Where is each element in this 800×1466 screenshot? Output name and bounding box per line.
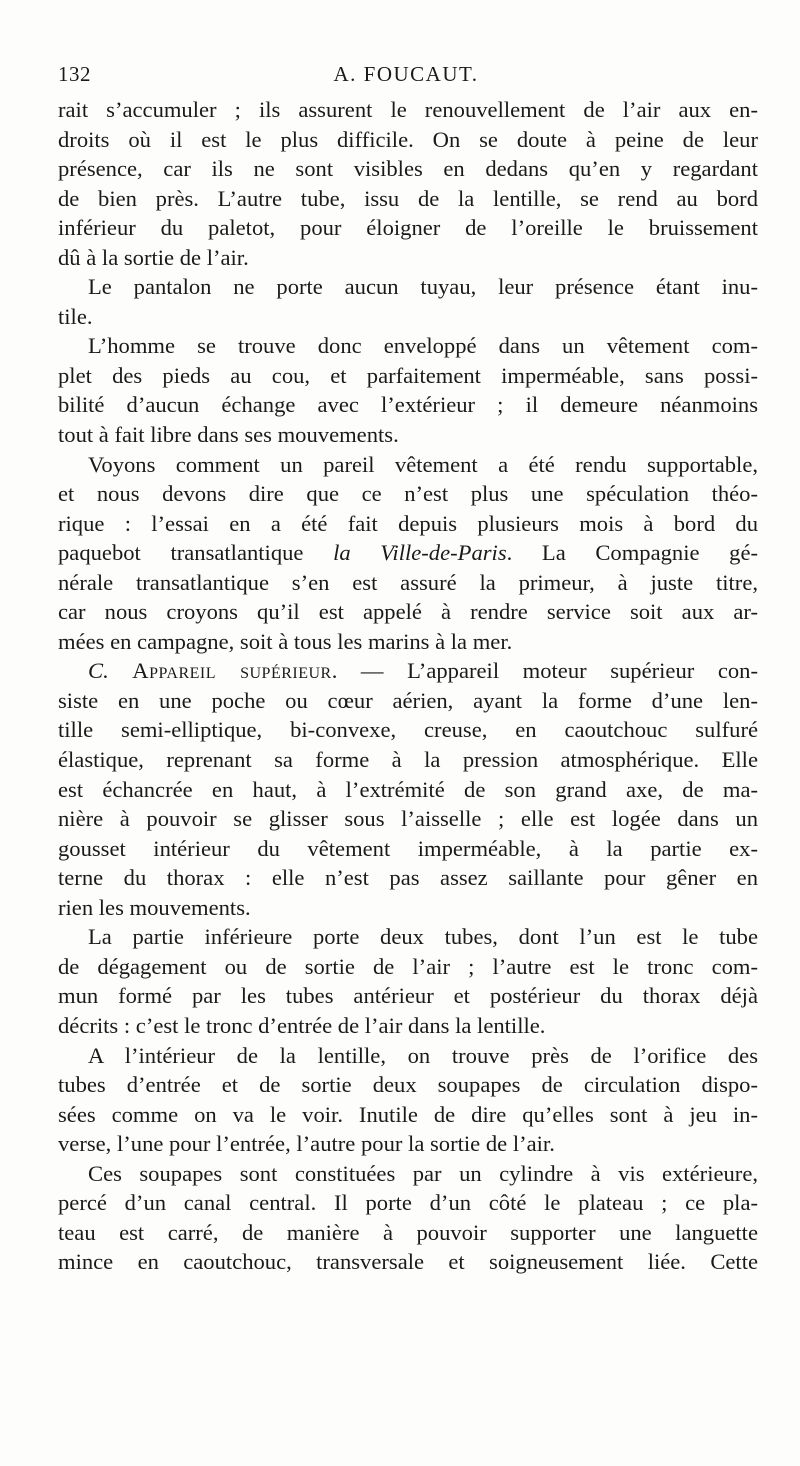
text-line: mince en caoutchouc, transversale et soigneusement liée. Cette <box>58 1249 758 1275</box>
text-line: tile. <box>58 303 93 329</box>
text-line: de bien près. L’autre tube, issu de la lentille, se rend au bord <box>58 185 758 211</box>
text-line: dû à la sortie de l’air. <box>58 244 249 270</box>
text-segment: paquebot transatlantique <box>58 540 334 566</box>
page-header <box>58 62 754 92</box>
text-line: car nous croyons qu’il est appelé à rendre service soit aux ar- <box>58 599 758 625</box>
text-line: rique : l’essai en a été fait depuis plusieurs mois à bord du <box>58 510 758 536</box>
section-letter: C. <box>88 658 133 684</box>
text-line: La partie inférieure porte deux tubes, dont l’un est le tube <box>88 924 758 950</box>
body-text <box>58 95 758 1277</box>
page-number: 132 <box>58 62 91 86</box>
ship-name: la Ville-de-Paris <box>333 540 507 566</box>
text-line: Ces soupapes sont constituées par un cylindre à vis extérieure, <box>88 1160 758 1186</box>
text-line: terne du thorax : elle n’est pas assez saillante pour gêner en <box>58 865 758 891</box>
text-line: Le pantalon ne porte aucun tuyau, leur présence étant inu- <box>88 274 758 300</box>
text-line: rien les mouvements. <box>58 894 251 920</box>
running-head: A. FOUCAUT. <box>333 62 479 86</box>
text-line: L’homme se trouve donc enveloppé dans un vêtement com- <box>88 333 758 359</box>
text-line-mixed <box>58 656 758 686</box>
text-line: inférieur du paletot, pour éloigner de l’oreille le bruissement <box>58 215 758 241</box>
text-segment: . — L’appareil moteur supérieur con- <box>331 658 758 684</box>
text-line: de dégagement ou de sortie de l’air ; l’autre est le tronc com- <box>58 953 758 979</box>
text-line: est échancrée en haut, à l’extrémité de son grand axe, de ma- <box>58 776 758 802</box>
text-segment: . La Compagnie gé- <box>506 540 759 566</box>
text-line: rait s’accumuler ; ils assurent le renouvellement de l’air aux en- <box>58 97 758 122</box>
text-line: verse, l’une pour l’entrée, l’autre pour la sortie de l’air. <box>58 1131 555 1157</box>
text-line: élastique, reprenant sa forme à la pression atmosphérique. Elle <box>58 747 758 773</box>
text-line-mixed <box>58 538 758 568</box>
text-line: et nous devons dire que ce n’est plus une spéculation théo- <box>58 481 758 507</box>
text-line: plet des pieds au cou, et parfaitement imperméable, sans possi- <box>58 362 758 388</box>
text-line: décrits : c’est le tronc d’entrée de l’air dans la lentille. <box>58 1012 546 1038</box>
text-line: gousset intérieur du vêtement imperméable, à la partie ex- <box>58 835 758 861</box>
text-line: nérale transatlantique s’en est assuré la primeur, à juste titre, <box>58 569 758 595</box>
text-line: Voyons comment un pareil vêtement a été rendu supportable, <box>88 451 758 477</box>
text-line: A l’intérieur de la lentille, on trouve près de l’orifice des <box>88 1042 758 1068</box>
text-line: mun formé par les tubes antérieur et postérieur du thorax déjà <box>58 983 758 1009</box>
text-line: tille semi-elliptique, bi-convexe, creuse, en caoutchouc sulfuré <box>58 717 758 743</box>
text-line: bilité d’aucun échange avec l’extérieur ; il demeure néanmoins <box>58 392 758 418</box>
text-line: présence, car ils ne sont visibles en dedans qu’en y regardant <box>58 156 758 182</box>
section-heading: Appareil supérieur <box>132 658 332 684</box>
text-line: tout à fait libre dans ses mouvements. <box>58 422 399 448</box>
text-line: teau est carré, de manière à pouvoir supporter une languette <box>58 1219 758 1245</box>
text-line: percé d’un canal central. Il porte d’un côté le plateau ; ce pla- <box>58 1190 758 1216</box>
text-line: siste en une poche ou cœur aérien, ayant la forme d’une len- <box>58 687 758 713</box>
text-line: mées en campagne, soit à tous les marins à la mer. <box>58 628 513 654</box>
text-line: droits où il est le plus difficile. On se doute à peine de leur <box>58 126 758 152</box>
text-line: tubes d’entrée et de sortie deux soupapes de circulation dispo- <box>58 1072 758 1098</box>
text-line: sées comme on va le voir. Inutile de dire qu’elles sont à jeu in- <box>58 1101 758 1127</box>
text-line: nière à pouvoir se glisser sous l’aisselle ; elle est logée dans un <box>58 806 758 832</box>
